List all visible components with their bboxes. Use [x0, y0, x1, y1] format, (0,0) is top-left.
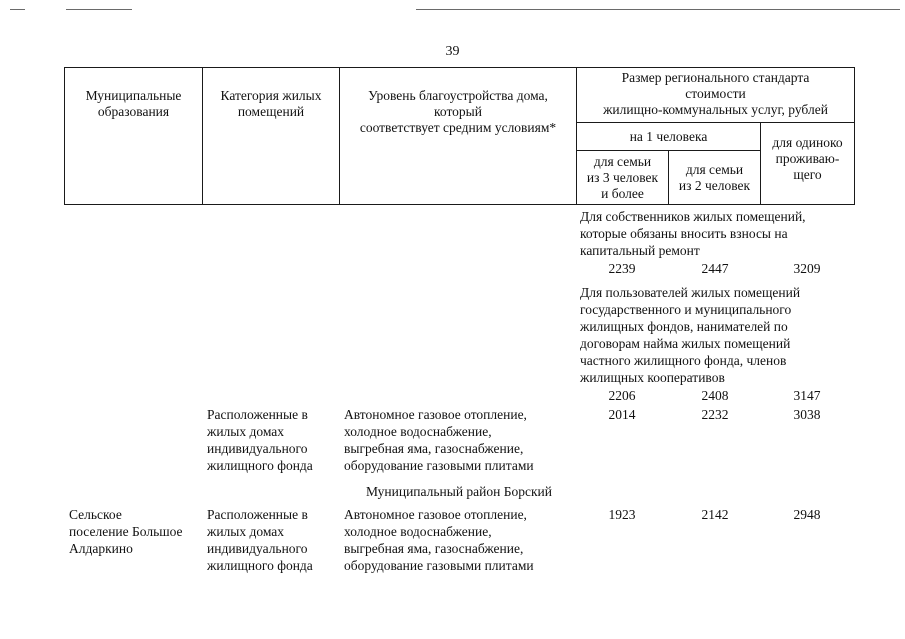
settlement-category: Расположенные в жилых домах индивидуального жилищного фонда	[207, 507, 313, 573]
users-value-family2: 2408	[701, 388, 729, 403]
owners-label: Для собственников жилых помещений, которые обязаны вносить взносы на капитальный ремонт	[580, 209, 806, 258]
private-value-family2: 2232	[701, 407, 729, 422]
header-standard-size: Размер регионального стандарта стоимости жилищно-коммунальных услуг, рублей	[577, 68, 855, 123]
header-per-person: на 1 человека	[577, 123, 761, 151]
settlement-value-single: 2948	[793, 507, 821, 522]
settlement-level: Автономное газовое отопление, холодное водоснабжение, выгребная яма, газоснабжение, оборудование газовыми плитами	[344, 507, 534, 573]
scan-line-left	[10, 9, 25, 10]
header-municipal: Муниципальные образования	[65, 68, 203, 205]
header-single: для одиноко проживаю- щего	[761, 123, 855, 205]
header-family-3: для семьи из 3 человек и более	[577, 151, 669, 205]
settlement-value-family2: 2142	[701, 507, 729, 522]
settlement-value-family3: 1923	[608, 507, 636, 522]
settlement-name: Сельское поселение Большое Алдаркино	[69, 507, 183, 556]
owners-value-family2: 2447	[701, 261, 729, 276]
scan-line-left-2	[66, 9, 132, 10]
private-level: Автономное газовое отопление, холодное водоснабжение, выгребная яма, газоснабжение, оборудование газовыми плитами	[344, 407, 534, 473]
private-value-single: 3038	[793, 407, 821, 422]
users-label: Для пользователей жилых помещений государственного и муниципального жилищных фондов, нанимателей по договорам найма жилых помещений частного жилищного фонда, членов жилищных кооперативов	[580, 285, 801, 385]
owners-value-single: 3209	[793, 261, 821, 276]
users-value-family3: 2206	[608, 388, 636, 403]
private-category: Расположенные в жилых домах индивидуального жилищного фонда	[207, 407, 313, 473]
header-table	[64, 67, 855, 205]
header-level: Уровень благоустройства дома, который соответствует средним условиям*	[340, 68, 577, 205]
scan-line-right	[416, 9, 900, 10]
users-value-single: 3147	[793, 388, 821, 403]
header-category: Категория жилых помещений	[203, 68, 340, 205]
page-number: 39	[445, 44, 460, 59]
private-value-family3: 2014	[608, 407, 636, 422]
district-heading: Муниципальный район Борский	[365, 484, 552, 499]
owners-value-family3: 2239	[608, 261, 636, 276]
header-family-2: для семьи из 2 человек	[669, 151, 761, 205]
